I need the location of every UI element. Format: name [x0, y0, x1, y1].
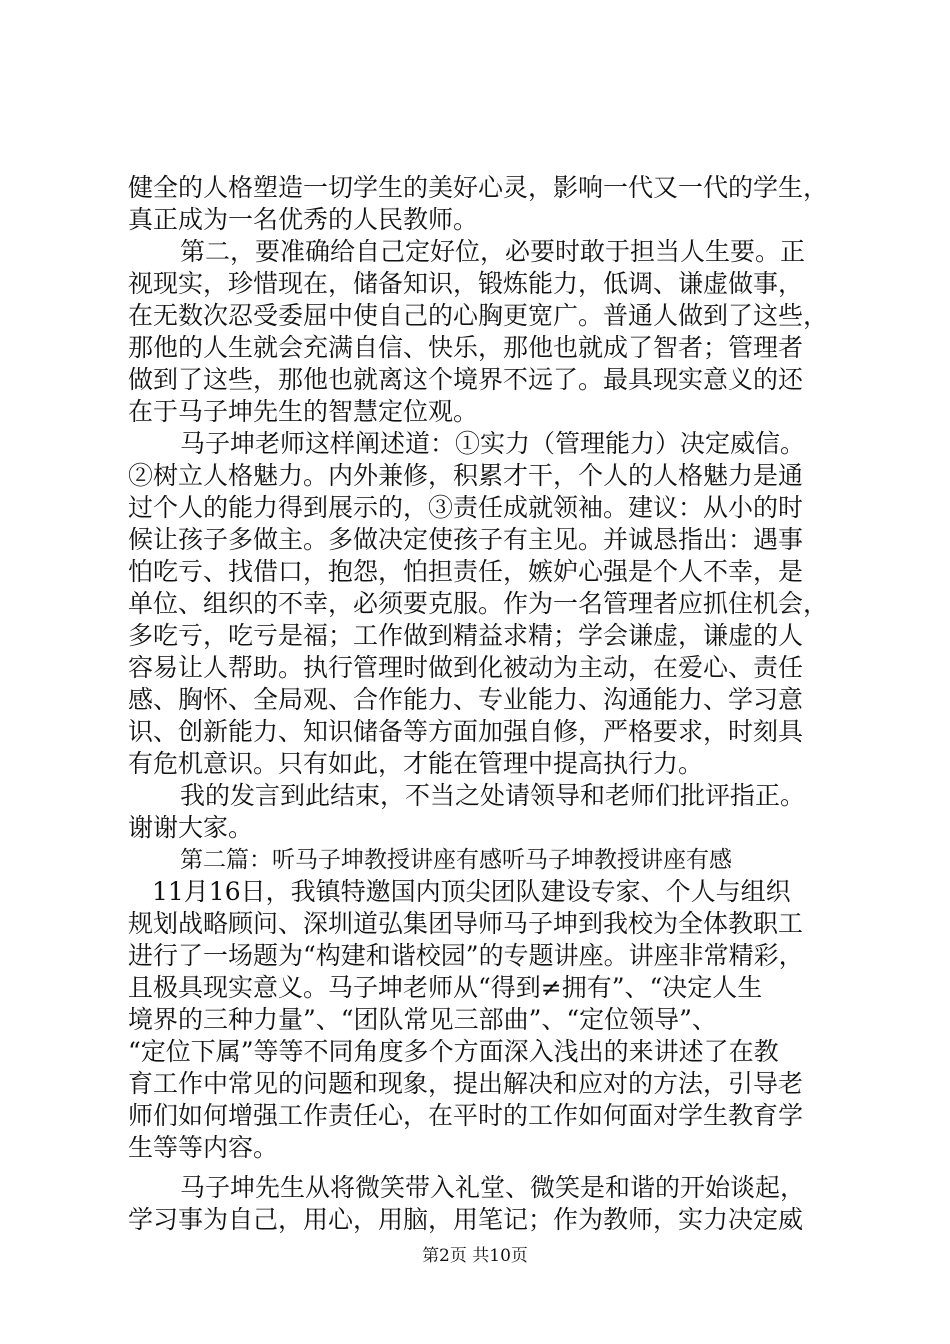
text-line: 那他的人生就会充满自信、快乐，那他也就成了智者；管理者	[128, 333, 804, 362]
text-line: 我的发言到此结束，不当之处请领导和老师们批评指正。	[180, 781, 806, 810]
text-line: 真正成为一名优秀的人民教师。	[128, 205, 479, 234]
page-footer: 第2页 共10页	[422, 1246, 528, 1266]
text-line: 多吃亏，吃亏是福；工作做到精益求精；学会谦虚，谦虚的人	[128, 621, 804, 650]
text-line: 境界的三种力量”、“团队常见三部曲”、“定位领导”、	[128, 1005, 717, 1034]
text-line: 做到了这些，那他也就离这个境界不远了。最具现实意义的还	[128, 365, 804, 394]
text-line: 过个人的能力得到展示的，③责任成就领袖。建议：从小的时	[128, 493, 804, 522]
text-line: 谢谢大家。	[128, 813, 254, 842]
text-line: ②树立人格魅力。内外兼修，积累才干，个人的人格魅力是通	[128, 461, 804, 490]
text-line: “定位下属”等等不同角度多个方面深入浅出的来讲述了在教	[128, 1037, 779, 1066]
text-line: 有危机意识。只有如此，才能在管理中提高执行力。	[128, 749, 704, 778]
text-line: 视现实，珍惜现在，储备知识，锻炼能力，低调、谦虚做事，	[128, 269, 804, 298]
text-line: 感、胸怀、全局观、合作能力、专业能力、沟通能力、学习意	[128, 685, 804, 714]
text-line: 11月16日，我镇特邀国内顶尖团队建设专家、个人与组织	[152, 877, 791, 906]
text-line: 单位、组织的不幸，必须要克服。作为一名管理者应抓住机会，	[128, 589, 828, 618]
text-line: 马子坤老师这样阐述道：①实力（管理能力）决定威信。	[180, 429, 806, 458]
text-line: 识、创新能力、知识储备等方面加强自修，严格要求，时刻具	[128, 717, 804, 746]
text-line: 生等等内容。	[128, 1133, 279, 1162]
section-heading: 第二篇：听马子坤教授讲座有感听马子坤教授讲座有感	[180, 847, 732, 873]
text-line: 师们如何增强工作责任心，在平时的工作如何面对学生教育学	[128, 1101, 804, 1130]
text-line: 育工作中常见的问题和现象，提出解决和应对的方法，引导老	[128, 1069, 804, 1098]
text-line: 怕吃亏、找借口，抱怨，怕担责任，嫉妒心强是个人不幸，是	[128, 557, 804, 586]
text-line: 学习事为自己，用心，用脑，用笔记；作为教师，实力决定威	[128, 1205, 804, 1234]
text-line: 容易让人帮助。执行管理时做到化被动为主动，在爱心、责任	[128, 653, 804, 682]
text-line: 在无数次忍受委屈中使自己的心胸更宽广。普通人做到了这些，	[128, 301, 828, 330]
paragraph-gap	[128, 1164, 828, 1172]
text-line: 且极具现实意义。马子坤老师从“得到≠拥有”、“决定人生	[128, 973, 763, 1002]
text-line: 规划战略顾问、深圳道弘集团导师马子坤到我校为全体教职工	[128, 909, 804, 938]
text-line: 健全的人格塑造一切学生的美好心灵，影响一代又一代的学生，	[128, 173, 828, 202]
text-line: 候让孩子多做主。多做决定使孩子有主见。并诚恳指出：遇事	[128, 525, 804, 554]
text-line: 在于马子坤先生的智慧定位观。	[128, 397, 479, 426]
text-line: 马子坤先生从将微笑带入礼堂、微笑是和谐的开始谈起，	[180, 1173, 806, 1202]
body-text	[128, 172, 828, 1236]
text-line: 第二，要准确给自己定好位，必要时敢于担当人生要。正	[180, 237, 806, 266]
text-line: 进行了一场题为“构建和谐校园”的专题讲座。讲座非常精彩，	[128, 941, 804, 970]
